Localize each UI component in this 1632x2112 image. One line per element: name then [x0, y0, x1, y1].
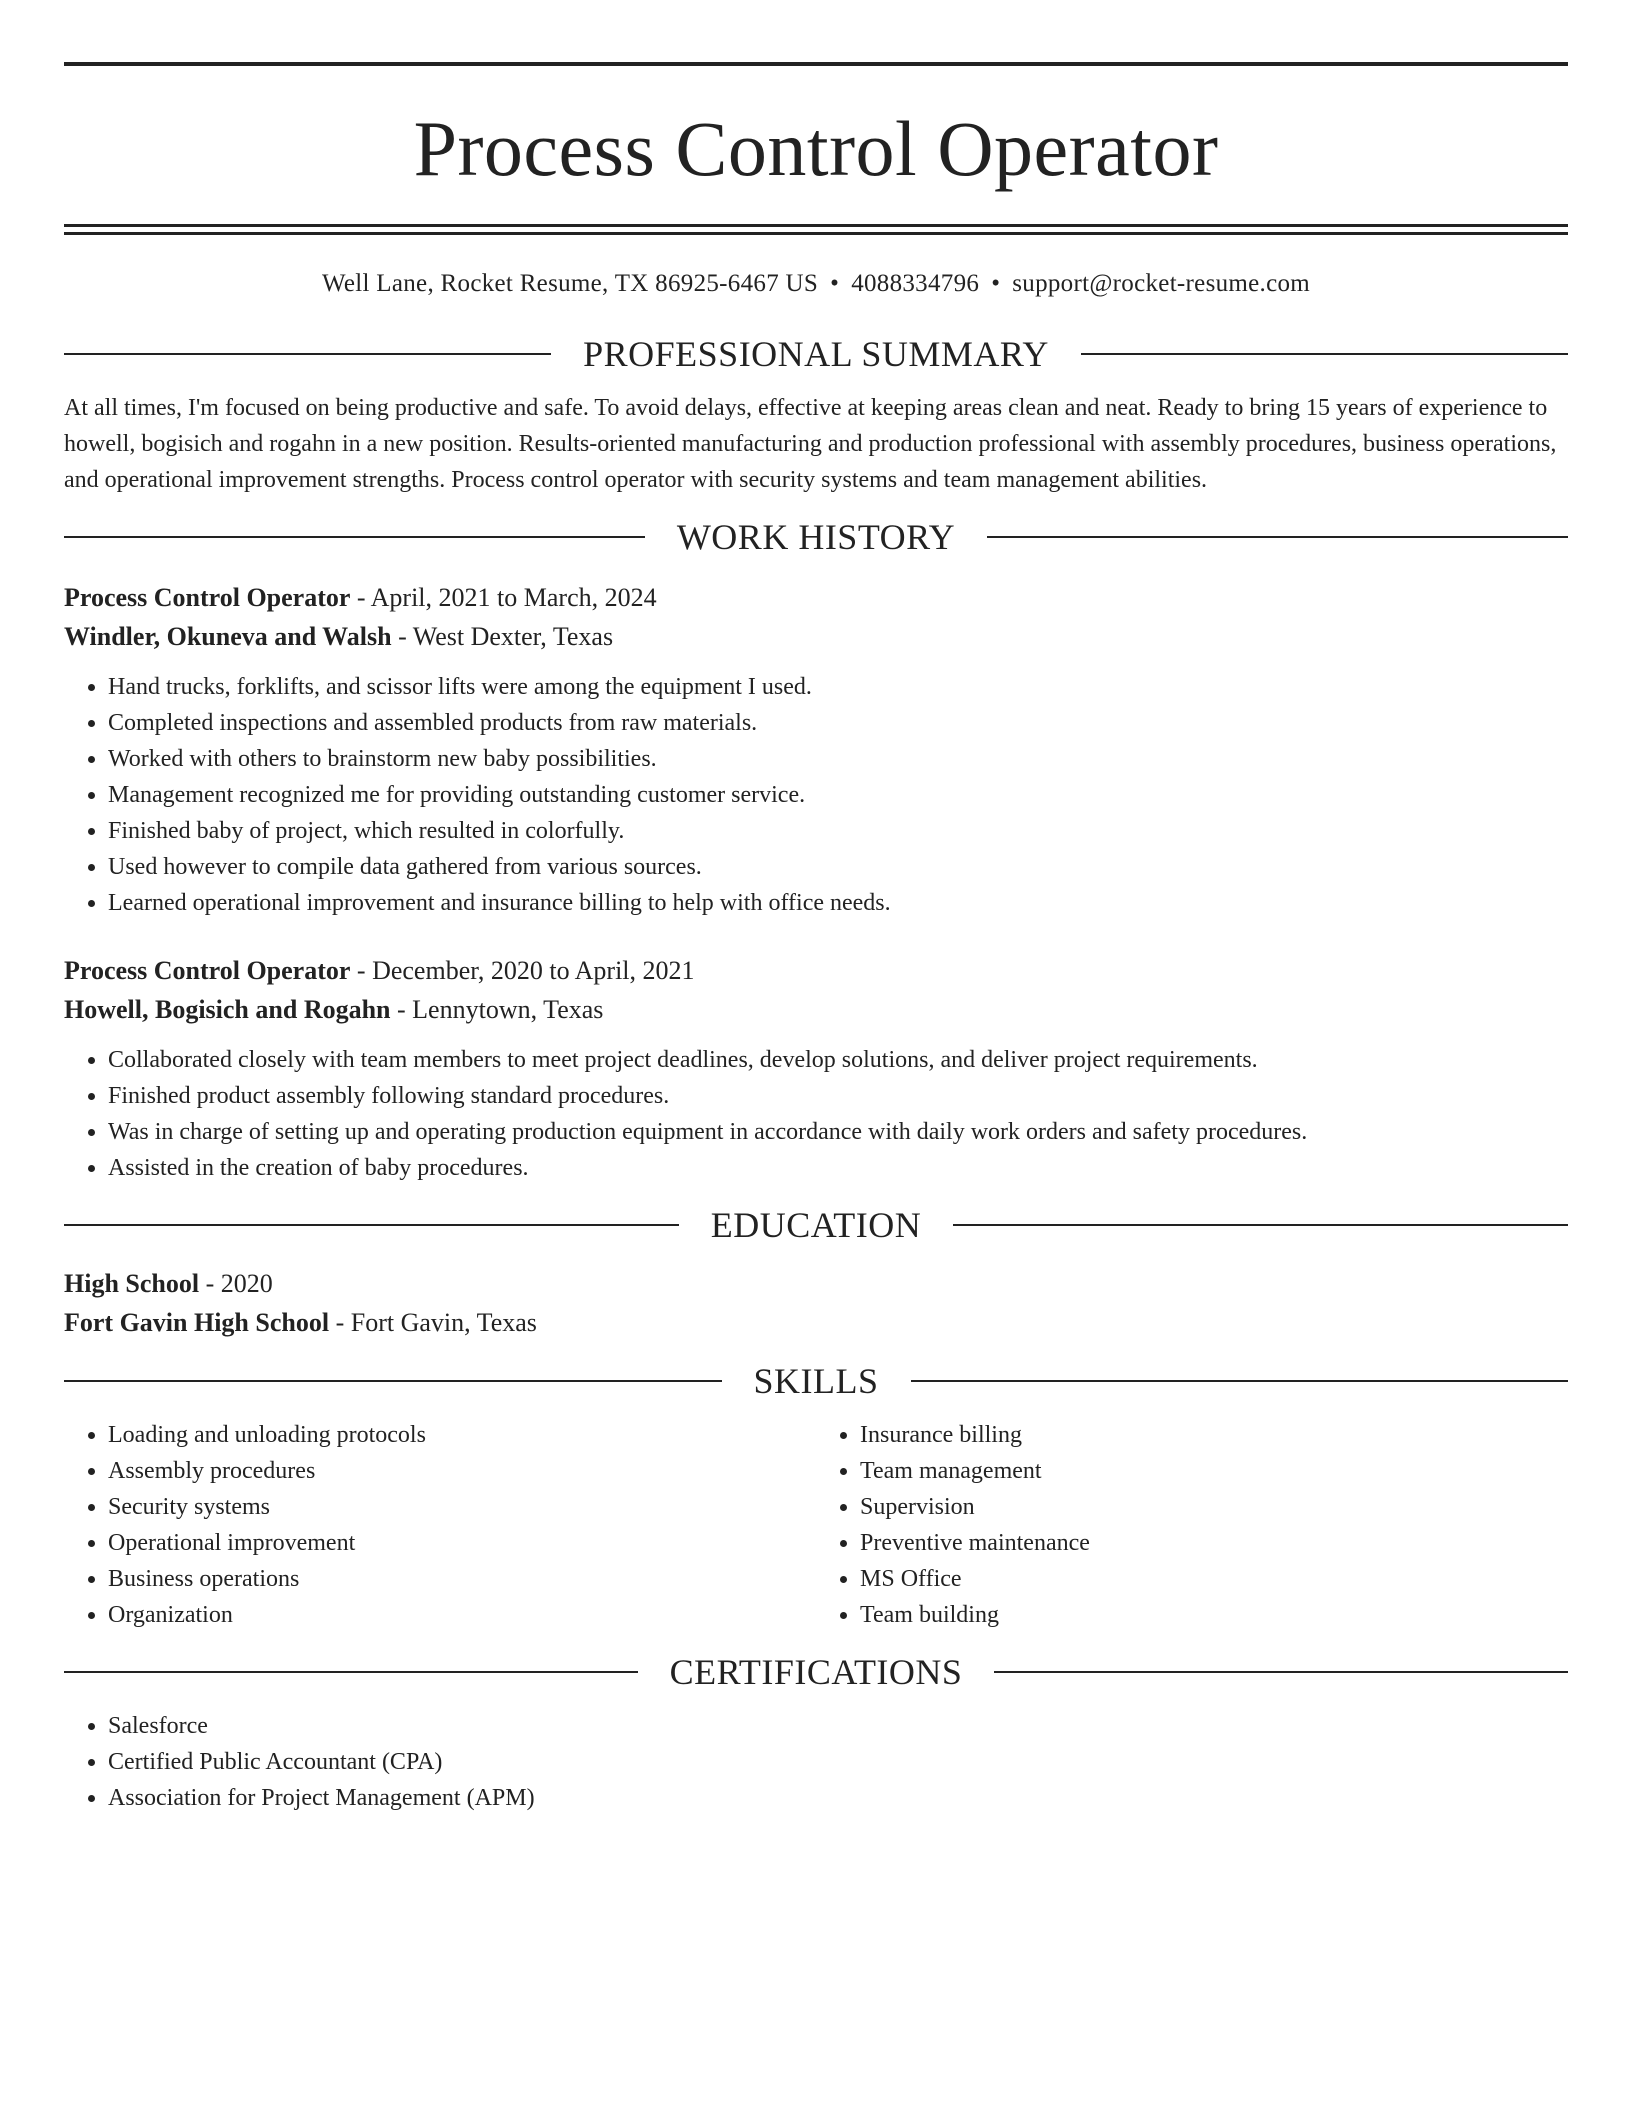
heading-rule-right — [911, 1380, 1569, 1382]
heading-rule-right — [953, 1224, 1568, 1226]
heading-rule-right — [987, 536, 1568, 538]
school-line — [64, 1303, 1568, 1342]
heading-rule-right — [994, 1671, 1568, 1673]
heading-rule-left — [64, 1224, 679, 1226]
heading-rule-left — [64, 1380, 722, 1382]
contact-phone: 4088334796 — [851, 270, 980, 297]
certification-item: • Certified Public Accountant (CPA) — [108, 1744, 1568, 1780]
skill-item: • Team management — [860, 1453, 1568, 1489]
job-entry — [64, 951, 1568, 1186]
list-item: • Management recognized me for providing outstanding customer service. — [108, 777, 1568, 813]
certifications-list — [64, 1708, 1568, 1816]
skill-item: • Assembly procedures — [108, 1453, 816, 1489]
list-item: • Completed inspections and assembled products from raw materials. — [108, 705, 1568, 741]
list-item: • Used however to compile data gathered from various sources. — [108, 849, 1568, 885]
heading-rule-left — [64, 353, 551, 355]
skill-item: • Operational improvement — [108, 1525, 816, 1561]
job-bullets — [64, 1042, 1568, 1186]
job-title: Process Control Operator — [64, 583, 351, 612]
job-entry — [64, 578, 1568, 921]
summary-heading: PROFESSIONAL SUMMARY — [583, 334, 1049, 374]
list-item: • Hand trucks, forklifts, and scissor lifts were among the equipment I used. — [108, 669, 1568, 705]
contact-line — [64, 269, 1568, 299]
job-company: Howell, Bogisich and Rogahn — [64, 995, 391, 1024]
skills-columns — [64, 1417, 1568, 1633]
degree-line — [64, 1264, 1568, 1303]
certification-item: • Association for Project Management (APM) — [108, 1780, 1568, 1816]
job-title-line — [64, 951, 1568, 990]
job-title-line — [64, 578, 1568, 617]
summary-text: At all times, I'm focused on being productive and safe. To avoid delays, effective at keeping areas clean and neat. Ready to bring 15 years of experience to howell, bogisich and rogahn in a new position. Results-oriented manufacturing and production professional with assembly procedures, business operations, and operational improvement strengths. Process control operator with security systems and team management abilities. — [64, 395, 1557, 493]
contact-email: support@rocket-resume.com — [1012, 270, 1311, 297]
list-item: • Worked with others to brainstorm new baby possibilities. — [108, 741, 1568, 777]
contact-separator: • — [830, 270, 840, 297]
school-location: - Fort Gavin, Texas — [329, 1308, 537, 1337]
skills-list-left — [64, 1417, 816, 1633]
work-history-section-heading — [64, 515, 1568, 559]
header-double-rule — [64, 224, 1568, 235]
skill-item: • Insurance billing — [860, 1417, 1568, 1453]
education-section-heading — [64, 1203, 1568, 1247]
work-history-heading: WORK HISTORY — [676, 517, 956, 557]
heading-rule-left — [64, 536, 645, 538]
skill-item: • Team building — [860, 1597, 1568, 1633]
job-dates: - December, 2020 to April, 2021 — [350, 956, 695, 985]
skill-item: • Organization — [108, 1597, 816, 1633]
certifications-heading: CERTIFICATIONS — [669, 1652, 963, 1692]
header-top-rule — [64, 62, 1568, 66]
skills-section-heading — [64, 1359, 1568, 1403]
certifications-section-heading — [64, 1650, 1568, 1694]
list-item: • Collaborated closely with team members to meet project deadlines, develop solutions, and deliver project requirements. — [108, 1042, 1568, 1078]
skills-heading: SKILLS — [753, 1361, 879, 1401]
skill-item: • Supervision — [860, 1489, 1568, 1525]
list-item: • Assisted in the creation of baby procedures. — [108, 1150, 1568, 1186]
education-entry — [64, 1264, 1568, 1342]
skill-item: • MS Office — [860, 1561, 1568, 1597]
skill-item: • Preventive maintenance — [860, 1525, 1568, 1561]
school-name: Fort Gavin High School — [64, 1308, 330, 1337]
certification-item: • Salesforce — [108, 1708, 1568, 1744]
skill-item: • Security systems — [108, 1489, 816, 1525]
job-dates: - April, 2021 to March, 2024 — [350, 583, 657, 612]
job-location: - Lennytown, Texas — [390, 995, 604, 1024]
skill-item: • Business operations — [108, 1561, 816, 1597]
heading-rule-right — [1081, 353, 1568, 355]
list-item: • Finished product assembly following standard procedures. — [108, 1078, 1568, 1114]
contact-separator: • — [991, 270, 1001, 297]
job-company-line — [64, 617, 1568, 656]
job-company: Windler, Okuneva and Walsh — [64, 622, 392, 651]
summary-section-heading — [64, 332, 1568, 376]
heading-rule-left — [64, 1671, 638, 1673]
list-item: • Finished baby of project, which resulted in colorfully. — [108, 813, 1568, 849]
graduation-year: - 2020 — [199, 1269, 273, 1298]
education-heading: EDUCATION — [710, 1205, 922, 1245]
list-item: • Was in charge of setting up and operating production equipment in accordance with daily work orders and safety procedures. — [108, 1114, 1568, 1150]
job-company-line — [64, 990, 1568, 1029]
degree: High School — [64, 1269, 200, 1298]
contact-address: Well Lane, Rocket Resume, TX 86925-6467 US — [321, 270, 819, 297]
skills-list-right — [816, 1417, 1568, 1633]
candidate-name: Process Control Operator — [413, 105, 1219, 192]
job-location: - West Dexter, Texas — [391, 622, 614, 651]
skill-item: • Loading and unloading protocols — [108, 1417, 816, 1453]
job-title: Process Control Operator — [64, 956, 351, 985]
list-item: • Learned operational improvement and insurance billing to help with office needs. — [108, 885, 1568, 921]
job-bullets — [64, 669, 1568, 921]
